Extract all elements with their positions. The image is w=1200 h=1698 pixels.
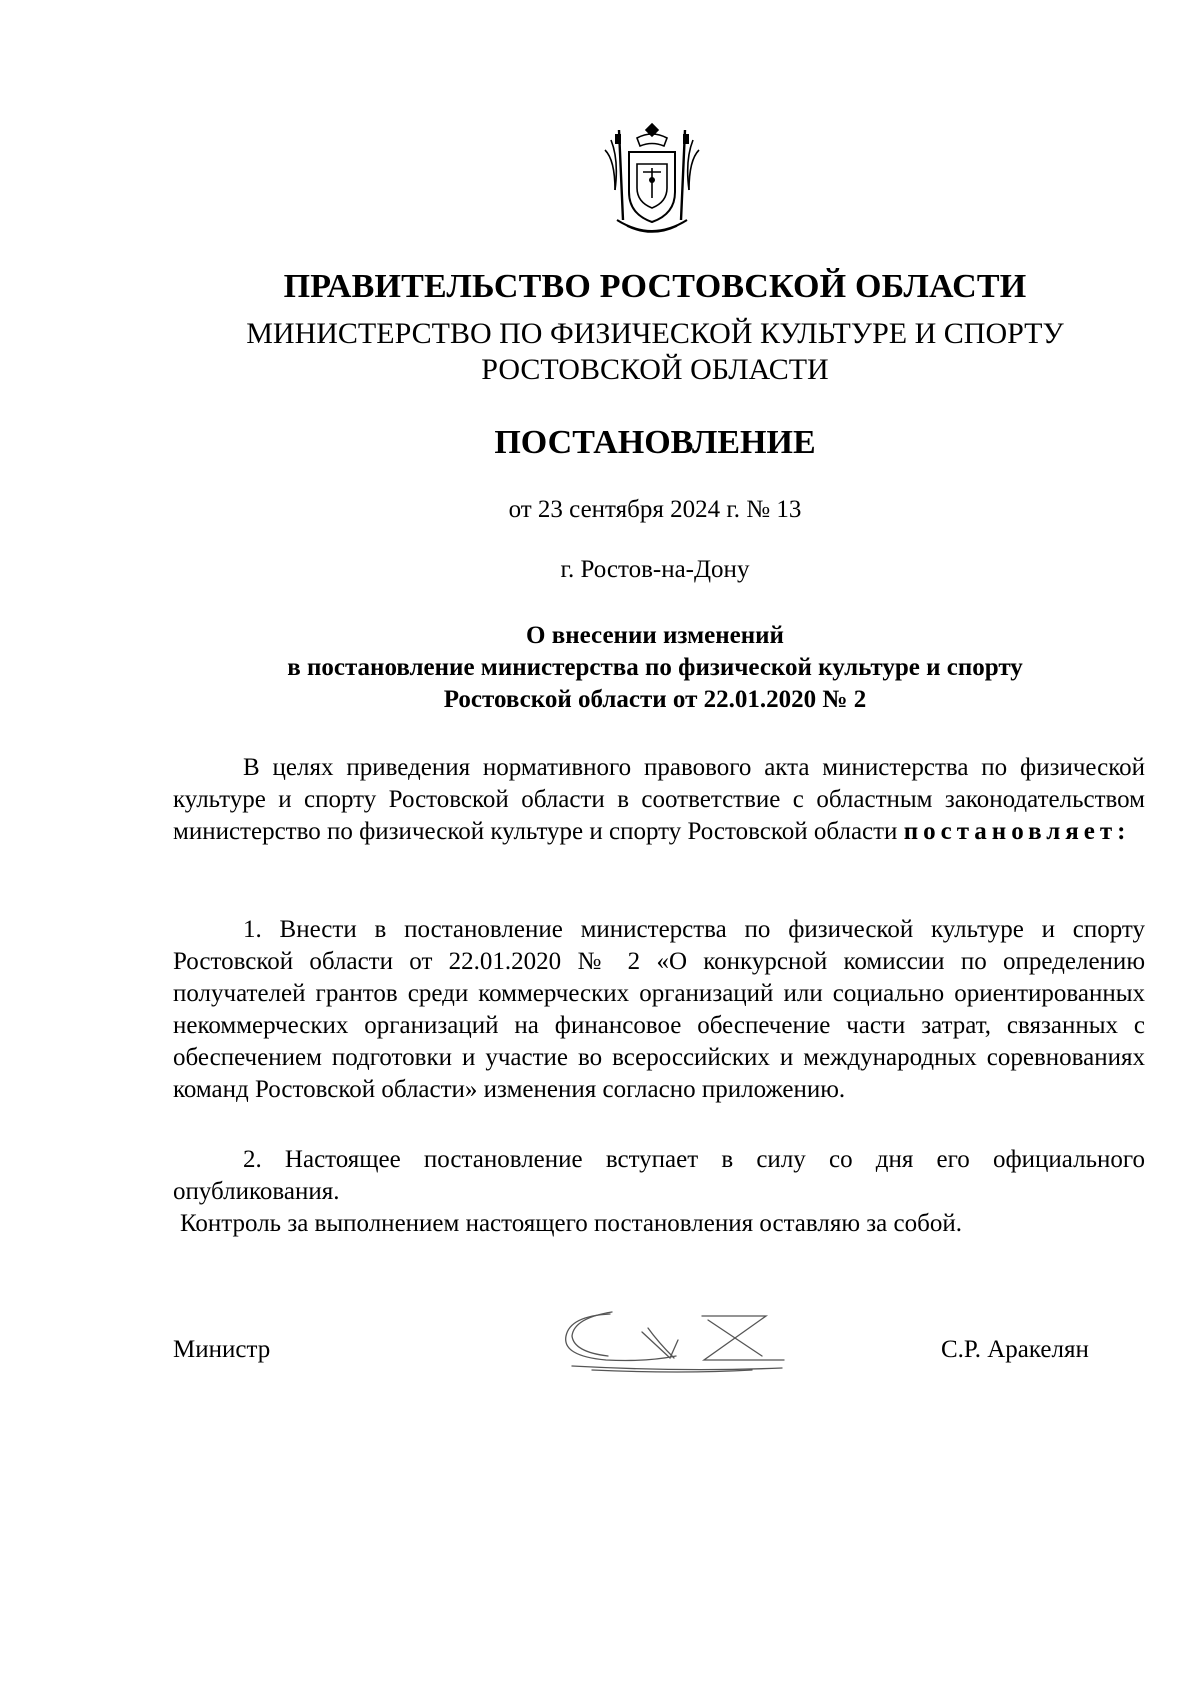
coat-of-arms-icon — [597, 120, 707, 238]
document-date-number: от 23 сентября 2024 г. № 13 — [508, 496, 802, 523]
preamble-text: В целях приведения нормативного правового акта министерства по физической культуре и спорту Ростовской области в соответствие с областным законодательством министерство по физической культуре и спорту Ростовской области — [173, 754, 1145, 845]
signatory-position: Министр — [173, 1336, 271, 1363]
control-paragraph — [180, 1208, 1152, 1240]
handwritten-signature — [552, 1302, 808, 1378]
control-text: Контроль за выполнением настоящего постановления оставляю за собой. — [180, 1210, 962, 1237]
item-1-text: 1. Внести в постановление министерства по физической культуре и спорту Ростовской области от 22.01.2020 № 2 «О конкурсной комиссии по определению получателей грантов среди коммерческих организаций или социально ориентированных некоммерческих организаций на финансовое обеспечение части затрат, связанных с обеспечением подготовки и участие во всероссийских и международных соревнованиях команд Ростовской области» изменения согласно приложению. — [173, 916, 1145, 1103]
item-2-text: 2. Настоящее постановление вступает в силу со дня его официального опубликования. — [173, 1146, 1145, 1205]
subject-line2: в постановление министерства по физической культуре и спорту — [287, 654, 1023, 681]
document-city: г. Ростов-на-Дону — [560, 556, 750, 583]
item-2-paragraph — [173, 1144, 1145, 1208]
subject-line1: О внесении изменений — [526, 622, 784, 649]
document-subject — [170, 620, 1140, 716]
preamble-paragraph — [173, 752, 1145, 848]
ministry-title-line1: МИНИСТЕРСТВО ПО ФИЗИЧЕСКОЙ КУЛЬТУРЕ И СПОРТУ — [246, 317, 1064, 350]
item-1-paragraph — [173, 914, 1145, 1106]
government-title: ПРАВИТЕЛЬСТВО РОСТОВСКОЙ ОБЛАСТИ — [283, 268, 1027, 305]
resolves-word: постановляет: — [903, 818, 1131, 845]
ministry-title-line2: РОСТОВСКОЙ ОБЛАСТИ — [481, 353, 829, 386]
signatory-name: С.Р. Аракелян — [941, 1336, 1089, 1363]
document-type: ПОСТАНОВЛЕНИЕ — [494, 424, 816, 461]
ministry-title — [170, 316, 1140, 388]
subject-line3: Ростовской области от 22.01.2020 № 2 — [443, 686, 867, 713]
